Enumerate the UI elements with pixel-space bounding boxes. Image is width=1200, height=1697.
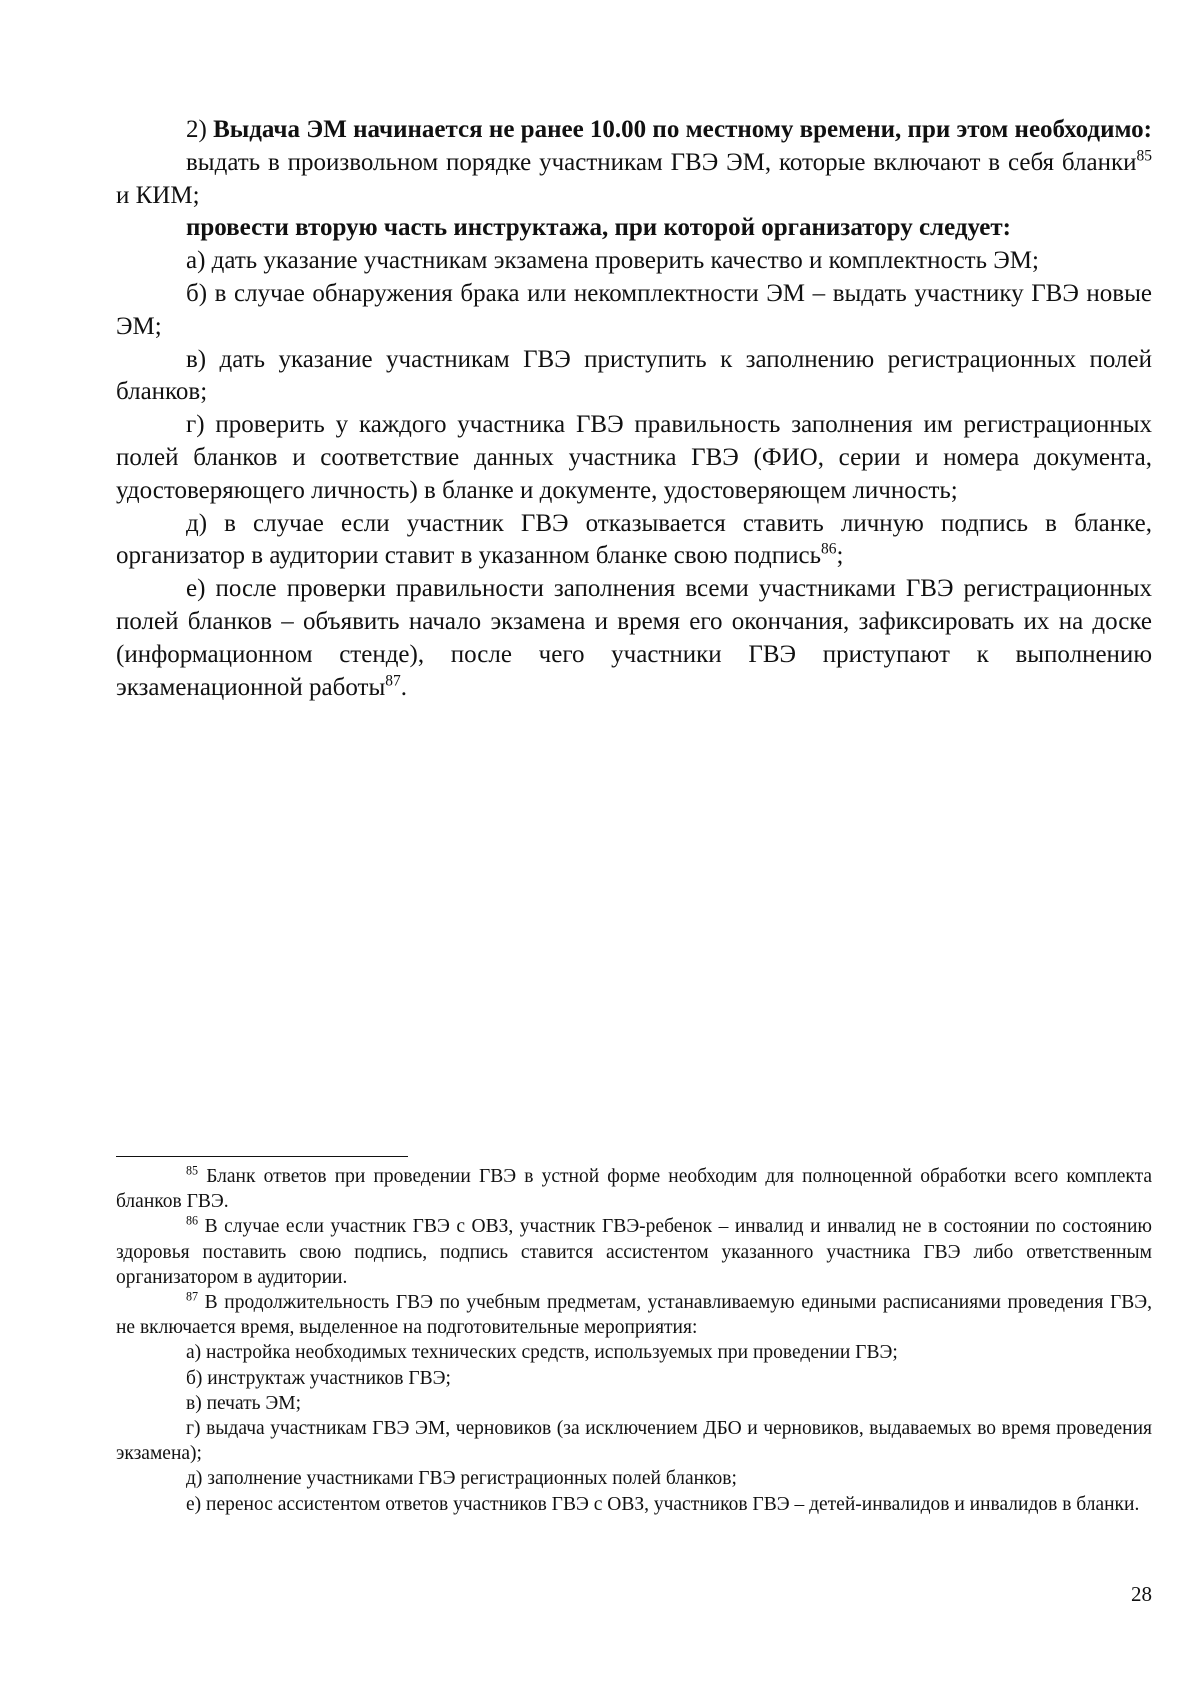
page-number: 28 — [1131, 1582, 1152, 1606]
main-text — [116, 114, 1152, 704]
list-item-v: в) дать указание участникам ГВЭ приступить к заполнению регистрационных полей бланков; — [116, 345, 1152, 406]
list-item-a: а) дать указание участникам экзамена проверить качество и комплектность ЭМ; — [186, 247, 1039, 275]
footnote-ref-85: 85 — [1136, 147, 1152, 165]
footnote-87-item-a: а) настройка необходимых технических средств, используемых при проведении ГВЭ; — [186, 1342, 898, 1364]
footnote-87: $^{87}$ В продолжительность ГВЭ по учебным предметам, устанавливаемую едиными расписаниями проведения ГВЭ, не включается время, выделенное на подготовительные мероприятия: — [116, 1289, 1152, 1339]
footnote-ref-86: 86 — [821, 541, 837, 559]
footnote-85: $^{85}$ Бланк ответов при проведении ГВЭ в устной форме необходим для полноценной обработки всего комплекта бланков ГВЭ. — [116, 1163, 1152, 1213]
footnote-87-item-g: г) выдача участникам ГВЭ ЭМ, черновиков (за исключением ДБО и черновиков, выдаваемых во время проведения экзамена); — [116, 1418, 1152, 1465]
paragraph-issue-start: 2) Выдача ЭМ начинается не ранее 10.00 по местному времени, при этом необходимо: — [186, 116, 1153, 143]
footnote-86: $^{86}$ В случае если участник ГВЭ с ОВЗ, участник ГВЭ-ребенок – инвалид и инвалид не в состоянии по состоянию здоровья поставить свою подпись, подпись ставится ассистентом указанного участника ГВЭ либо ответственным организатором в аудитории. — [116, 1213, 1152, 1288]
list-item-e: е) после проверки правильности заполнения всеми участниками ГВЭ регистрационных полей бланков – объявить начало экзамена и время его окончания, зафиксировать их на доске (информационном стенде), после чего участники ГВЭ приступают к выполнению экзаменационной работы$^{87}$. — [116, 575, 1152, 701]
bold-heading-issue: Выдача ЭМ начинается не ранее 10.00 по местному времени, при этом необходимо: — [213, 116, 1153, 143]
list-item-d: д) в случае если участник ГВЭ отказывается ставить личную подпись в бланке, организатор в аудитории ставит в указанном бланке свою подпись$^{86}$; — [116, 509, 1152, 570]
footnote-87-item-e: е) перенос ассистентом ответов участников ГВЭ с ОВЗ, участников ГВЭ – детей-инвалидов и инвалидов в бланки. — [186, 1493, 1140, 1515]
footnote-87-item-b: б) инструктаж участников ГВЭ; — [186, 1367, 451, 1389]
footnotes — [116, 1164, 1152, 1517]
list-item-g: г) проверить у каждого участника ГВЭ правильность заполнения им регистрационных полей бланков и соответствие данных участника ГВЭ (ФИО, серии и номера документа, удостоверяющего личность) в бланке и документе, удостоверяющем личность; — [116, 411, 1152, 504]
footnote-ref-87: 87 — [385, 672, 401, 690]
paragraph-briefing-heading: провести вторую часть инструктажа, при которой организатору следует: — [186, 214, 1011, 242]
list-item-b: б) в случае обнаружения брака или некомплектности ЭМ – выдать участнику ГВЭ новые ЭМ; — [116, 279, 1152, 340]
paragraph-issue-materials: выдать в произвольном порядке участникам ГВЭ ЭМ, которые включают в себя бланки$^{85}$ и КИМ; — [116, 147, 1152, 209]
footnote-87-item-v: в) печать ЭМ; — [186, 1392, 302, 1414]
footnote-87-item-d: д) заполнение участниками ГВЭ регистрационных полей бланков; — [186, 1468, 737, 1490]
footnote-divider — [116, 1156, 408, 1157]
